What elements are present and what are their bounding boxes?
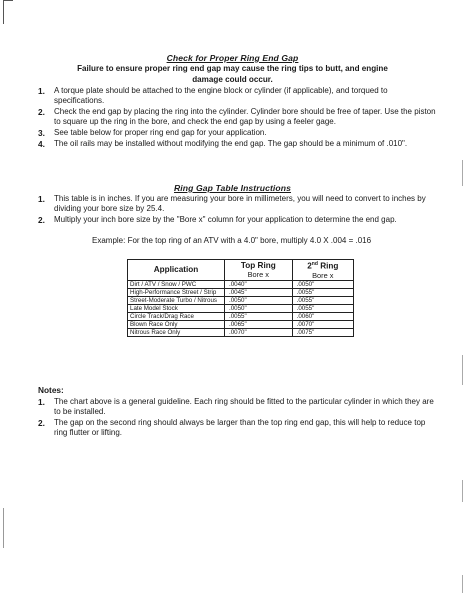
scan-edge-mark (462, 355, 463, 385)
cell-application: Circle Track/Drag Race (128, 312, 225, 320)
end-gap-steps (38, 86, 438, 150)
cell-application: High-Performance Street / Strip (128, 288, 225, 296)
header-top-ring (225, 260, 293, 281)
list-item (38, 86, 438, 106)
list-text: Check the end gap by placing the ring into the cylinder. Cylinder bore should be free of taper. Use the piston to square up the ring in the bore, and check the end gap by using a feeler gage. (54, 107, 436, 127)
cell-application: Dirt / ATV / Snow / PWC (128, 280, 225, 288)
header-second-ring-word: Ring (320, 261, 339, 271)
table-row (128, 288, 354, 296)
cell-top-ring: .0070" (225, 328, 293, 336)
header-second-ring (292, 260, 353, 281)
list-text: See table below for proper ring end gap for your application. (54, 128, 267, 137)
notes-title: Notes: (38, 385, 64, 395)
scan-edge-mark (462, 575, 463, 593)
list-number: 2. (38, 107, 45, 117)
list-item (38, 215, 438, 225)
table-row (128, 328, 354, 336)
list-text: The gap on the second ring should always be larger than the top ring end gap, this will help to reduce top ring flutter or lifting. (54, 418, 426, 438)
list-item (38, 194, 438, 214)
list-item (38, 397, 438, 417)
warning-line: damage could occur. (192, 75, 273, 84)
cell-top-ring: .0055" (225, 312, 293, 320)
scan-edge-mark (462, 480, 463, 502)
cell-top-ring: .0040" (225, 280, 293, 288)
cell-top-ring: .0050" (225, 304, 293, 312)
header-second-ring-sup: nd (311, 261, 318, 267)
cell-second-ring: .0055" (292, 304, 353, 312)
cell-second-ring: .0075" (292, 328, 353, 336)
list-text: The chart above is a general guideline. Each ring should be fitted to the particular cylinder in which they are to be installed. (54, 397, 434, 417)
table-row (128, 280, 354, 288)
ring-gap-table (127, 259, 354, 337)
list-text: The oil rails may be installed without modifying the end gap. The gap should be a minimum of .010". (54, 138, 408, 148)
cell-application: Street-Moderate Turbo / Nitrous (128, 296, 225, 304)
list-item (38, 418, 438, 438)
scan-edge-mark (3, 0, 13, 1)
list-number: 1. (38, 86, 45, 96)
cell-second-ring: .0055" (292, 288, 353, 296)
table-row (128, 304, 354, 312)
scan-edge-mark (3, 0, 4, 24)
cell-application: Blown Race Only (128, 320, 225, 328)
table-row (128, 312, 354, 320)
list-number: 3. (38, 128, 45, 138)
list-item (38, 128, 438, 138)
list-text: Multiply your inch bore size by the "Bore x" column for your application to determine the end gap. (54, 215, 397, 224)
cell-application: Late Model Stock (128, 304, 225, 312)
cell-top-ring: .0065" (225, 320, 293, 328)
list-number: 2. (38, 215, 45, 225)
cell-application: Nitrous Race Only (128, 328, 225, 336)
list-item (38, 139, 438, 149)
list-number: 2. (38, 418, 45, 428)
example-text: Example: For the top ring of an ATV with a 4.0" bore, multiply 4.0 X .004 = .016 (92, 236, 372, 245)
warning-text (60, 63, 405, 85)
list-number: 1. (38, 397, 45, 407)
header-second-ring-num: 2 (307, 261, 312, 271)
table-instructions-heading: Ring Gap Table Instructions (174, 183, 291, 193)
cell-second-ring: .0070" (292, 320, 353, 328)
notes-list (38, 397, 438, 439)
header-bore: Bore x (312, 270, 334, 280)
cell-top-ring: .0045" (225, 288, 293, 296)
list-text: A torque plate should be attached to the engine block or cylinder (if applicable), and torqued to specifications. (54, 86, 388, 106)
cell-second-ring: .0055" (292, 296, 353, 304)
scan-edge-mark (3, 508, 4, 548)
cell-second-ring: .0060" (292, 312, 353, 320)
table-instruction-steps (38, 194, 438, 226)
list-number: 4. (38, 138, 45, 149)
table-header-row (128, 260, 354, 281)
list-item (38, 107, 438, 127)
table-row (128, 320, 354, 328)
header-top-ring-label: Top Ring (240, 260, 276, 270)
end-gap-heading: Check for Proper Ring End Gap (166, 53, 299, 63)
cell-top-ring: .0050" (225, 296, 293, 304)
table-row (128, 296, 354, 304)
cell-second-ring: .0050" (292, 280, 353, 288)
header-application: Application (128, 260, 225, 281)
list-number: 1. (38, 194, 45, 204)
warning-line: Failure to ensure proper ring end gap may cause the ring tips to butt, and engine (77, 64, 388, 73)
header-bore: Bore x (247, 269, 269, 279)
list-text: This table is in inches. If you are measuring your bore in millimeters, you will need to convert to inches by dividing your bore size by 25.4. (54, 194, 426, 214)
